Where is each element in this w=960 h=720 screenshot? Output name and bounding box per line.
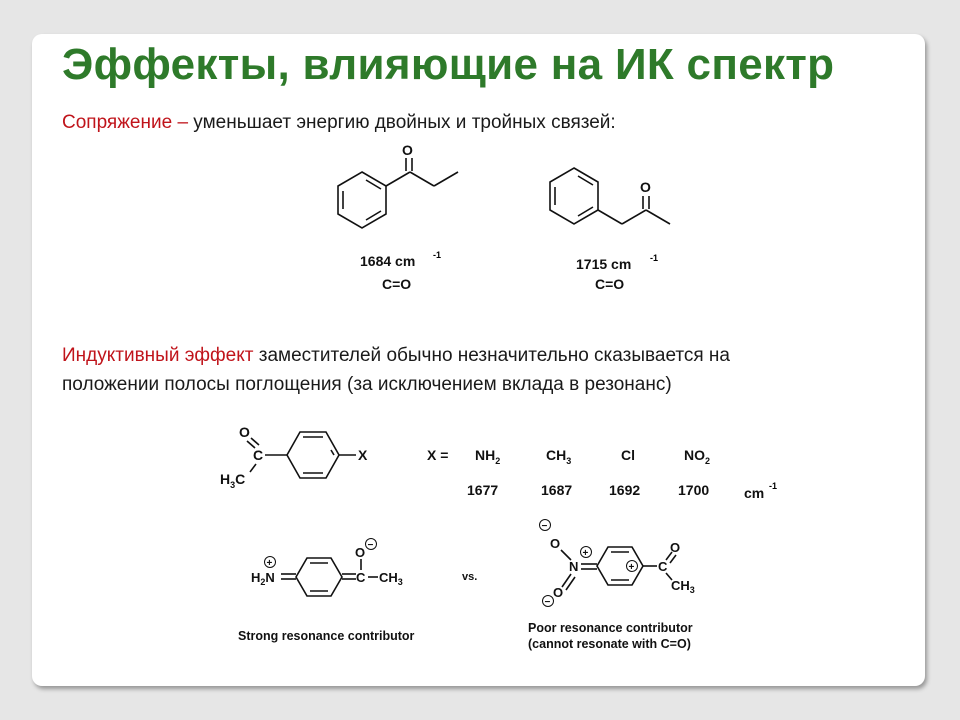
slide-title: Эффекты, влияющие на ИК спектр bbox=[62, 40, 835, 89]
acetophenone-oxygen: O bbox=[239, 424, 250, 440]
svg-text:−: − bbox=[541, 521, 548, 532]
acetophenone-substituent-x: X bbox=[358, 447, 368, 463]
mol1-frequency: 1684 cm bbox=[360, 253, 416, 269]
substituent-table bbox=[427, 447, 777, 501]
svg-text:−: − bbox=[544, 597, 551, 608]
acetophenone-carbon: C bbox=[253, 447, 264, 463]
mol2-bond: C=O bbox=[595, 276, 625, 292]
molecule-acetophenone-x bbox=[220, 424, 368, 490]
value-ch3: 1687 bbox=[541, 482, 573, 498]
left-oxygen: O bbox=[355, 545, 366, 560]
resonance-poor bbox=[528, 520, 695, 652]
inductive-text-line1: заместителей обычно незначительно сказывается на bbox=[253, 345, 730, 366]
versus-label: vs. bbox=[462, 571, 478, 583]
caption-poor-line1: Poor resonance contributor bbox=[528, 621, 693, 635]
left-ch3: $CH_3$ bbox=[379, 570, 403, 587]
header-ch3: $CH_3$ bbox=[546, 447, 572, 466]
header-cl: Cl bbox=[621, 447, 635, 463]
svg-text:−: − bbox=[367, 540, 374, 551]
mol2-oxygen: O bbox=[640, 179, 651, 195]
conjugation-dash: – bbox=[172, 112, 194, 133]
molecule-propiophenone bbox=[338, 142, 458, 292]
conjugation-term: Сопряжение bbox=[62, 112, 173, 133]
right-oxygen-top: O bbox=[550, 536, 561, 551]
svg-text:+: + bbox=[582, 548, 589, 559]
header-no2: $NO_2$ bbox=[684, 447, 711, 466]
value-cl: 1692 bbox=[609, 482, 641, 498]
acetophenone-h3c: $H_3C$ bbox=[220, 471, 246, 490]
resonance-strong bbox=[238, 539, 415, 644]
right-carbonyl-oxygen: O bbox=[670, 540, 681, 555]
mol2-frequency-exponent: -1 bbox=[650, 253, 659, 263]
right-ch3: $CH_3$ bbox=[671, 578, 695, 595]
table-unit: cm bbox=[744, 485, 765, 501]
svg-text:+: + bbox=[266, 558, 273, 569]
value-no2: 1700 bbox=[678, 482, 710, 498]
left-carbon: C bbox=[356, 570, 366, 585]
svg-text:+: + bbox=[628, 562, 635, 573]
caption-poor-line2: (cannot resonate with C=O) bbox=[528, 637, 691, 651]
inductive-text-line2: положении полосы поглощения (за исключением вклада в резонанс) bbox=[62, 374, 672, 395]
conjugation-text: уменьшает энергию двойных и тройных связей: bbox=[193, 112, 616, 133]
mol1-frequency-exponent: -1 bbox=[433, 250, 442, 260]
right-oxygen-bottom: O bbox=[553, 585, 564, 600]
x-equals-label: X = bbox=[427, 447, 449, 463]
right-nitrogen: N bbox=[569, 559, 579, 574]
header-nh2: $NH_2$ bbox=[475, 447, 501, 466]
value-nh2: 1677 bbox=[467, 482, 499, 498]
mol1-bond: C=O bbox=[382, 276, 412, 292]
mol2-frequency: 1715 cm bbox=[576, 256, 632, 272]
caption-strong: Strong resonance contributor bbox=[238, 629, 415, 643]
left-h2n: $H_2N$ bbox=[251, 570, 275, 587]
table-unit-exponent: -1 bbox=[769, 481, 778, 491]
inductive-term: Индуктивный эффект bbox=[62, 345, 254, 366]
right-carbon: C bbox=[658, 559, 668, 574]
mol1-oxygen: O bbox=[402, 142, 413, 158]
molecule-phenylacetone bbox=[550, 168, 670, 292]
